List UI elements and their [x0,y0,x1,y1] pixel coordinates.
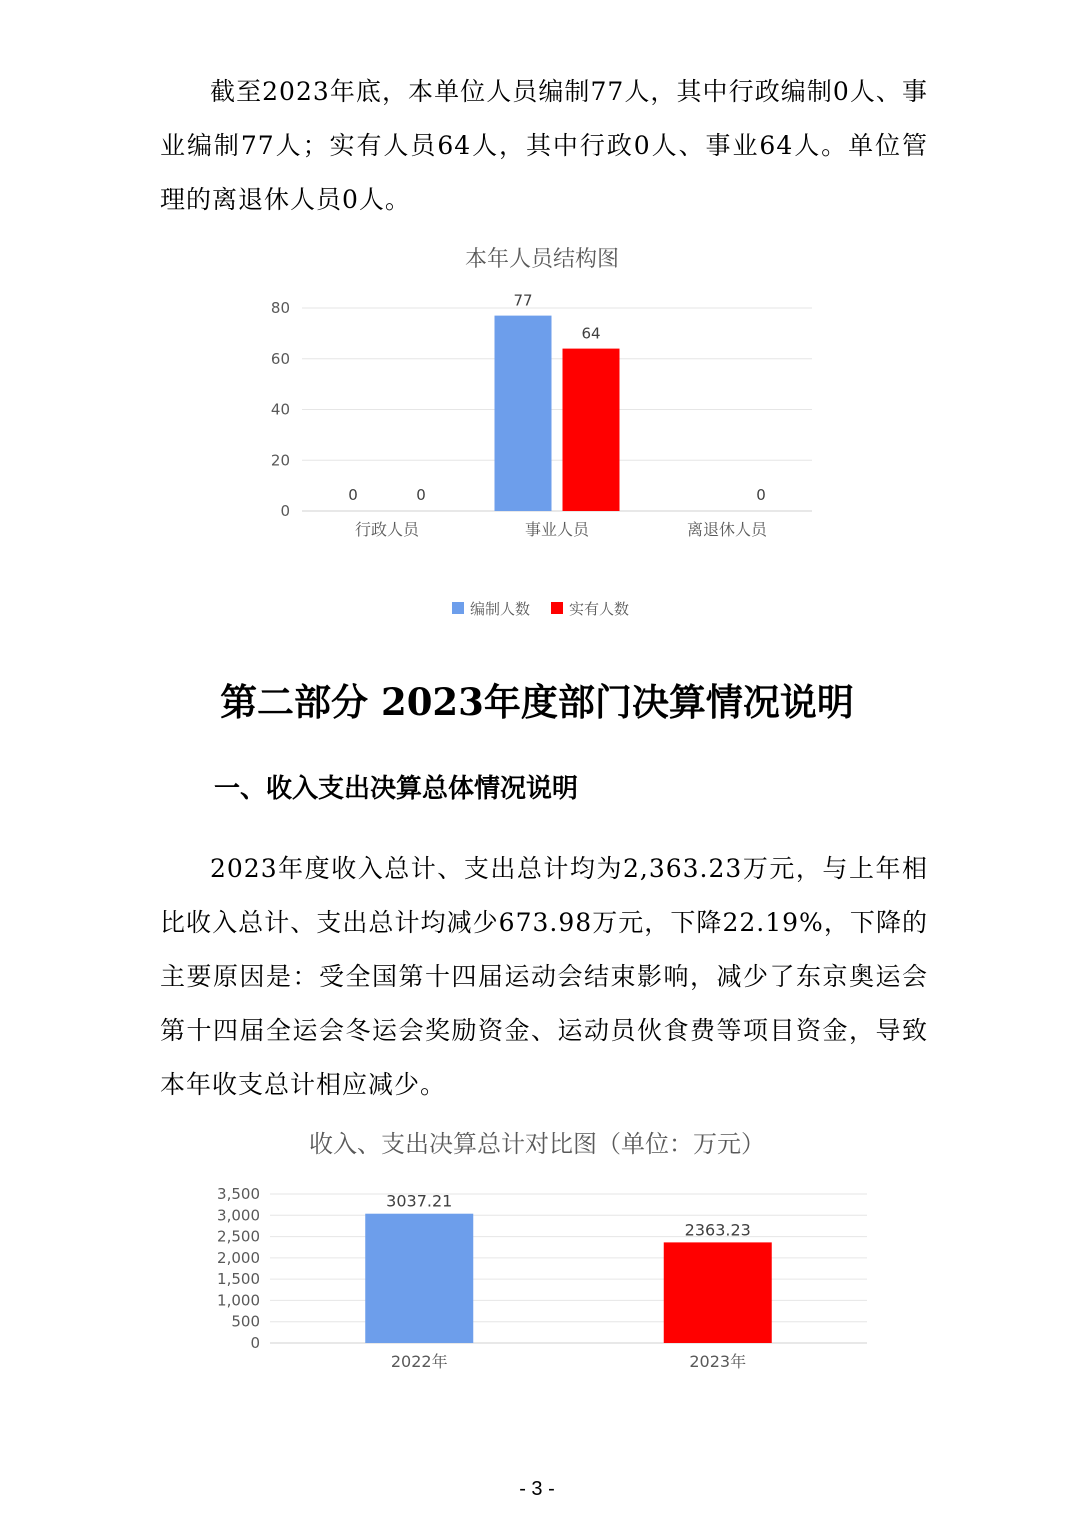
legend-swatch-plan [452,602,464,614]
chart1-y-tick: 0 [280,502,290,520]
chart2-x-tick: 2023年 [689,1352,747,1371]
chart2-y-tick: 0 [250,1334,260,1352]
chart2-y-tick: 2,000 [217,1248,260,1267]
chart2-data-label: 2363.23 [684,1220,751,1240]
page-number: - 3 - [519,1478,555,1500]
chart2-bar [365,1214,473,1343]
section-title: 一、收入支出决算总体情况说明 [214,774,579,804]
chart1-legend [452,600,629,618]
chart1-y-tick: 80 [270,299,290,317]
staff-paragraph: 截至2023年底，本单位人员编制77人，其中行政编制0人、事业编制77人；实有人员64人，其中行政0人、事业64人。单位管理的离退休人员0人。 [160,77,928,214]
chart2-bar [664,1242,772,1343]
chart2-x-tick: 2022年 [390,1352,448,1371]
staff-structure-chart [0,232,1074,632]
legend-label-plan: 编制人数 [470,600,531,618]
budget-paragraph: 2023年度收入总计、支出总计均为2,363.23万元，与上年相比收入总计、支出总计均减少673.98万元，下降22.19%，下降的主要原因是：受全国第十四届运动会结束影响，减少了东京奥运会第十四届全运会冬运会奖励资金、运动员伙食费等项目资金，导致本年收支总计相应减少。 [160,854,928,1099]
chart1-y-tick: 40 [270,400,290,419]
chart2-y-tick: 500 [231,1312,260,1331]
chart1-title: 本年人员结构图 [464,247,620,272]
chart1-bar [563,349,620,511]
chart1-data-label: 0 [756,486,766,504]
chart1-data-label: 0 [416,486,426,504]
chart1-data-label: 0 [348,486,358,504]
chart2-y-tick: 1,000 [217,1291,260,1310]
part-title: 第二部分 2023年度部门决算情况说明 [220,680,854,724]
chart1-y-tick: 60 [270,349,290,368]
chart1-bar [495,316,552,511]
chart2-y-tick: 3,000 [217,1206,260,1225]
chart2-y-tick: 2,500 [217,1227,260,1246]
chart2-y-tick: 3,500 [217,1185,260,1203]
chart1-x-tick: 行政人员 [354,520,420,539]
chart1-x-tick: 离退休人员 [686,520,768,539]
chart1-data-label: 77 [513,291,533,310]
chart2-title: 收入、支出决算总计对比图（单位：万元） [309,1130,765,1158]
income-expense-chart [0,1118,1074,1388]
chart1-x-tick: 事业人员 [524,520,590,539]
legend-label-actual: 实有人数 [569,600,630,618]
chart1-y-tick: 20 [270,451,290,470]
chart2-data-label: 3037.21 [386,1191,453,1211]
chart2-y-tick: 1,500 [217,1270,260,1289]
chart1-data-label: 64 [581,324,601,343]
legend-swatch-actual [551,602,563,614]
